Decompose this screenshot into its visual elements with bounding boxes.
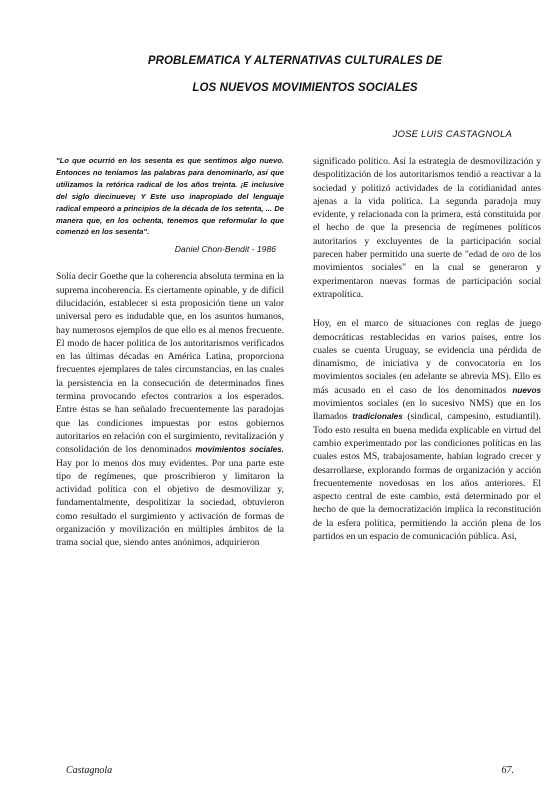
- left-paragraph-1: [56, 270, 284, 549]
- title-line-2: LOS NUEVOS MOVIMIENTOS SOCIALES: [192, 82, 418, 94]
- footer-author: Castagnola: [66, 765, 113, 776]
- right-p2-text-b: movimientos sociales (en lo sucesivo NMS) que en los llamados: [313, 398, 541, 423]
- left-p1-text-a: Solía decir Goethe que la coherencia absoluta termina en la suprema incoherencia. Es ciertamente opinable, y de difícil dilucidación, establecer si esta proposición tiene un valor universal pero es indudable que, en los asuntos humanos, hay numerosos ejemplos de que ello es al menos frecuente. El modo de hacer política de los autoritarismos verificados en las últimas décadas en América Latina, proporciona frecuentes ejemplares de tales circunstancias, en las cuales la persistencia en la consecución de determinados fines termina provocando efectos contrarios a los esperados. Entre éstas se han señalado frecuentemente las paradojas que las condiciones impuestas por estos gobiernos autoritarios en relación con el surgimiento, revitalización y consolidación de los denominados: [56, 271, 284, 456]
- right-paragraph-1: significado político. Así la estrategia de desmovilización y despolitización de los autoritarismos tendió a reactivar a la sociedad y politizó actividades de la cotidianidad antes ajenas a la vida política. La segunda paradoja muy evidente, y relacionada con la primera, está constituida por el hecho de que la presencia de regímenes políticos autoritarios y excluyentes de la participación social parecen haber permitido una suerte de "edad de oro de los movimientos sociales" en la cual se generaron y experimentaron nuevas formas de participación social extrapolítica.: [313, 156, 541, 300]
- right-column: [313, 155, 541, 543]
- left-p1-text-b: Hay por lo menos dos muy evidentes. Por una parte este tipo de regímenes, que proscribieron y limitaron la actividad política con el objetivo de desmovilizar y, fundamentalmente, despolitizar la sociedad, obtuvieron como resultado el surgimiento y activación de formas de organización y movilización en múltiples ámbitos de la trama social que, siendo antes anónimos, adquirieron: [56, 457, 284, 549]
- right-p2-emphasis-nuevos: nuevos: [512, 385, 541, 395]
- page-number: 67.: [501, 765, 514, 776]
- right-p2-emphasis-tradicionales: tradicionales: [352, 412, 403, 422]
- epigraph-attribution: Daniel Chon-Bendit - 1986: [174, 244, 276, 255]
- right-p2-text-a: Hoy, en el marco de situaciones con reglas de juego democráticas restablecidas en varios países, entre los cuales se cuenta Uruguay, se evidencia una pérdida de dinamismo, de iniciativa y de convocatoria en los movimientos sociales (en adelante se abrevia MS). Ello es más acusado en el caso de los denominados: [313, 318, 541, 396]
- author-name: JOSE LUIS CASTAGNOLA: [392, 129, 512, 140]
- epigraph-quote: "Lo que ocurrió en los sesenta es que sentimos algo nuevo. Entonces no teníamos las palabras para denominarlo, así que utilizamos la retórica radical de los años treinta. ¡E inclusive del siglo diecinueve¡ Y Este uso inapropiado del lenguaje radical empeoró a principios de la década de los setenta, ... De manera que, en los ochenta, tenemos que reformular lo que comenzó en los sesenta".: [56, 156, 284, 237]
- title-line-1: PROBLEMATICA Y ALTERNATIVAS CULTURALES DE: [147, 55, 443, 67]
- left-column: [56, 155, 284, 550]
- right-p2-text-c: (sindical, campesino, estudiantil). Todo esto resulta en buena medida explicable en virtud del cambio experimentado por las condiciones políticas en las cuales estos MS, trabajosamente, habían logrado crecer y desarrollarse, explorando formas de organización y acción frecuentemente novedosas en los años anteriores. El aspecto central de este cambio, está determinado por el hecho de que la democratización implica la reconstitución de la esfera política, permitiendo la acción plena de los partidos en un espacio de comunicación pública. Así,: [313, 411, 541, 543]
- right-paragraph-2: [313, 317, 541, 543]
- left-p1-emphasis: movimientos sociales.: [195, 445, 284, 455]
